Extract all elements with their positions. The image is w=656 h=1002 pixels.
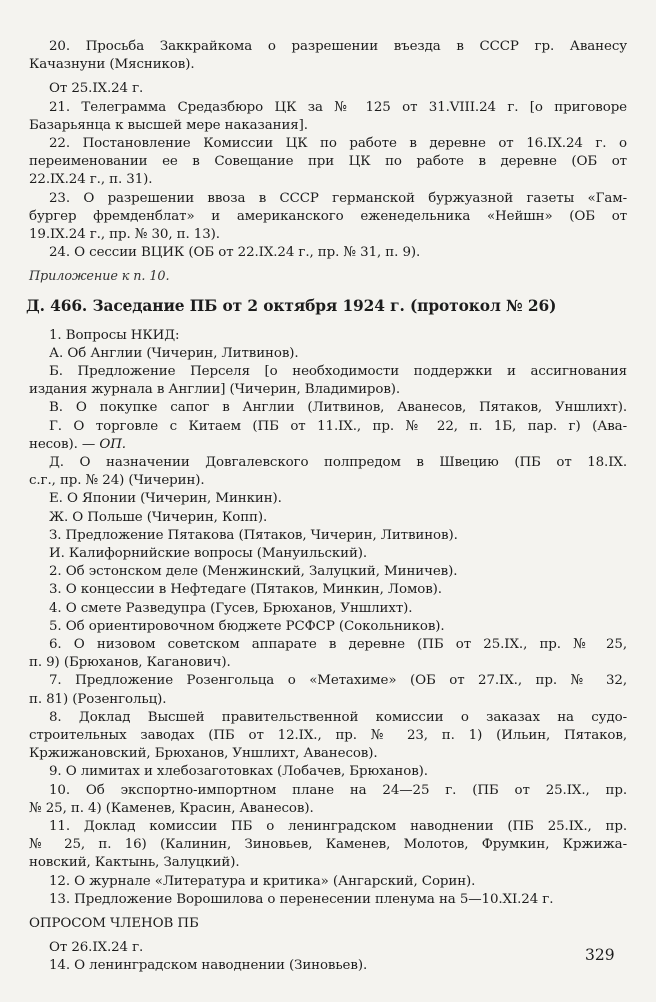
agenda-line: Е. О Японии (Чичерин, Минкин). [49,491,282,507]
agenda-line: 8. Доклад Высшей правительственной комиссии о заказах на судо- [49,709,627,725]
agenda-line [29,436,627,454]
agenda-line: 2. Об эстонском деле (Менжинский, Залуцкий, Миничев). [49,564,458,580]
agenda-line: 7. Предложение Розенгольца о «Метахиме» (ОБ от 27.IX., пр. № 32, [49,673,627,689]
agenda-line: № 25, п. 4) (Каменев, Красин, Аванесов). [29,800,314,816]
agenda-line: строительных заводах (ПБ от 12.IX., пр. № 23, п. 1) (Ильин, Пятаков, [29,728,627,743]
item-21-line-1: 21. Телеграмма Средазбюро ЦК за № 125 от 31.VIII.24 г. [о приговоре [49,99,627,115]
agenda-line: 13. Предложение Ворошилова о перенесении пленума на 5—10.XI.24 г. [49,891,554,907]
agenda-line: Б. Предложение Перселя [о необходимости поддержки и ассигнования [49,364,627,379]
item-22-line-3: 22.IX.24 г., п. 31). [29,172,153,188]
agenda-line: 5. Об ориентировочном бюджете РСФСР (Сокольников). [49,618,445,634]
agenda-line: 1. Вопросы НКИД: [49,327,180,343]
agenda-line: п. 81) (Розенгольц). [29,691,167,707]
agenda-line-text: несов). — [29,436,100,452]
op-mark: ОП. [99,436,126,452]
item-23-line-2: бургер фремденблат» и американского еженедельника «Нейшн» (ОБ от [29,208,627,224]
agenda-line: п. 9) (Брюханов, Каганович). [29,655,231,671]
agenda-line: 9. О лимитах и хлебозаготовках (Лобачев, Брюханов). [49,764,428,780]
agenda-line: издания журнала в Англии] (Чичерин, Владимиров). [29,382,401,398]
page-number: 329 [585,946,615,964]
agenda-line: А. Об Англии (Чичерин, Литвинов). [49,345,299,361]
agenda-line: Ж. О Польше (Чичерин, Копп). [49,509,268,525]
appendix-note: Приложение к п. 10. [29,269,170,285]
agenda-line: 10. Об экспортно-импортном плане на 24—25 г. (ПБ от 25.IX., пр. [49,782,627,798]
item-20-line-1: 20. Просьба Заккрайкома о разрешении въезда в СССР гр. Аванесу [49,39,627,54]
agenda-line: с.г., пр. № 24) (Чичерин). [29,473,205,489]
agenda-line: И. Калифорнийские вопросы (Мануильский). [49,546,368,561]
agenda-line: новский, Кактынь, Залуцкий). [29,855,240,871]
item-24: 24. О сессии ВЦИК (ОБ от 22.IX.24 г., пр. № 31, п. 9). [49,245,421,261]
agenda-line: Г. О торговле с Китаем (ПБ от 11.IX., пр. № 22, п. 1Б, пар. г) (Ава- [49,418,627,434]
agenda-line: В. О покупке сапог в Англии (Литвинов, Аванесов, Пятаков, Уншлихт). [49,400,627,416]
date-line: От 25.IX.24 г. [49,81,144,97]
item-23-line-1: 23. О разрешении ввоза в СССР германской буржуазной газеты «Гам- [49,190,627,206]
item-21-line-2: Базарьянца к высшей мере наказания]. [29,117,308,133]
poll-date: От 26.IX.24 г. [49,940,144,956]
agenda-line: Д. О назначении Довгалевского полпредом в Швецию (ПБ от 18.IX. [49,455,627,470]
agenda-line: 11. Доклад комиссии ПБ о ленинградском наводнении (ПБ 25.IX., пр. [49,819,627,834]
agenda-line: № 25, п. 16) (Калинин, Зиновьев, Каменев, Молотов, Фрумкин, Кржижа- [29,837,627,853]
agenda-line: 12. О журнале «Литература и критика» (Ангарский, Сорин). [49,873,476,889]
agenda-line: 3. О концессии в Нефтедаге (Пятаков, Минкин, Ломов). [49,582,442,598]
item-23-line-3: 19.IX.24 г., пр. № 30, п. 13). [29,227,220,242]
item-14: 14. О ленинградском наводнении (Зиновьев). [49,958,368,974]
poll-heading: ОПРОСОМ ЧЛЕНОВ ПБ [29,916,199,931]
item-22-line-1: 22. Постановление Комиссии ЦК по работе в деревне от 16.IX.24 г. о [49,136,627,151]
item-20-line-2: Качазнуни (Мясников). [29,57,195,73]
agenda-line: З. Предложение Пятакова (Пятаков, Чичерин, Литвинов). [49,527,458,543]
agenda-line: 4. О смете Разведупра (Гусев, Брюханов, Уншлихт). [49,600,413,616]
item-22-line-2: переименовании ее в Совещание при ЦК по работе в деревне (ОБ от [29,154,627,170]
section-heading: Д. 466. Заседание ПБ от 2 октября 1924 г. (протокол № 26) [26,296,557,315]
agenda-line: 6. О низовом советском аппарате в деревне (ПБ от 25.IX., пр. № 25, [49,637,627,652]
agenda-line: Кржижановский, Брюханов, Уншлихт, Аванесов). [29,746,378,762]
